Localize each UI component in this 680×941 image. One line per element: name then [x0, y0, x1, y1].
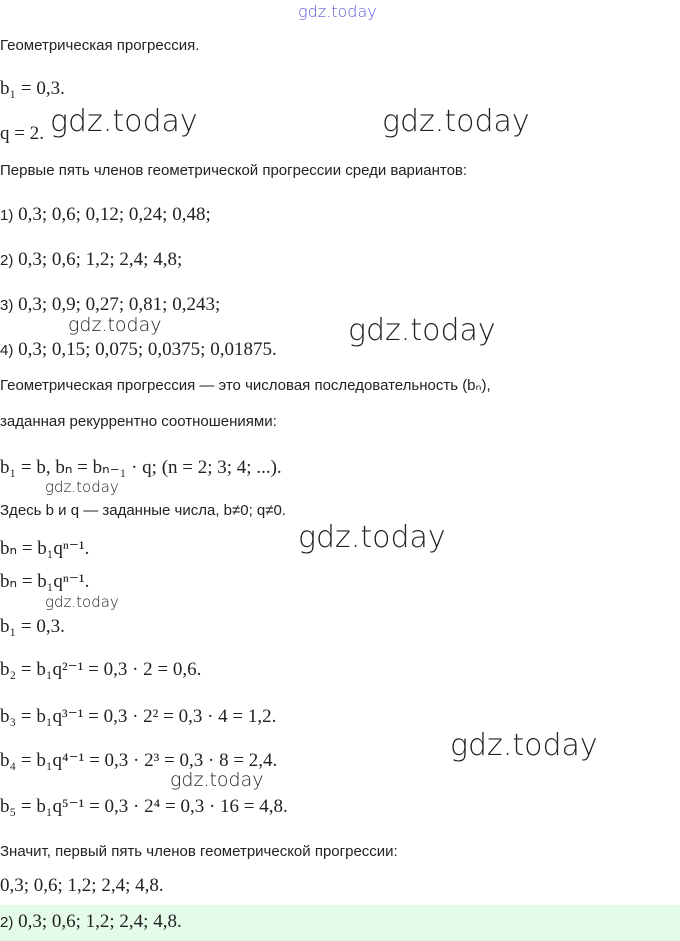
calc-b4: b₄ = b₁q⁴⁻¹ = 0,3 · 2³ = 0,3 · 8 = 2,4.: [0, 750, 278, 771]
header: Геометрическая прогрессия.: [0, 37, 200, 54]
watermark: gdz.today: [382, 104, 530, 139]
option-2: [0, 249, 182, 271]
sequence: 0,3; 0,6; 1,2; 2,4; 4,8.: [0, 875, 164, 896]
watermark: gdz.today: [298, 520, 446, 555]
answer: [0, 911, 182, 933]
prompt: Первые пять членов геометрической прогрессии среди вариантов:: [0, 162, 468, 179]
option-text: 0,3; 0,6; 0,12; 0,24; 0,48;: [18, 204, 211, 225]
given-q: q = 2.: [0, 123, 44, 144]
option-1: [0, 204, 211, 226]
option-4: [0, 339, 277, 361]
watermark: gdz.today: [45, 478, 119, 496]
definition-line-2: заданная рекуррентно соотношениями:: [0, 413, 277, 430]
answer-text: 0,3; 0,6; 1,2; 2,4; 4,8.: [18, 911, 182, 932]
given-b1: b₁ = 0,3.: [0, 78, 65, 99]
recurrence-formula: b₁ = b, bₙ = bₙ₋₁ · q; (n = 2; 3; 4; ...).: [0, 457, 282, 478]
calc-b1: b₁ = 0,3.: [0, 616, 65, 637]
here-note: Здесь b и q — заданные числа, b≠0; q≠0.: [0, 502, 287, 519]
option-text: 0,3; 0,6; 1,2; 2,4; 4,8;: [18, 249, 183, 270]
option-number: 3): [0, 297, 14, 314]
watermark: gdz.today: [450, 728, 598, 763]
option-text: 0,3; 0,9; 0,27; 0,81; 0,243;: [18, 294, 221, 315]
watermark: gdz.today: [50, 104, 198, 139]
conclusion: Значит, первый пять членов геометрической прогрессии:: [0, 843, 398, 860]
general-formula: bₙ = b₁qⁿ⁻¹.: [0, 571, 90, 592]
answer-number: 2): [0, 914, 14, 931]
option-text: 0,3; 0,15; 0,075; 0,0375; 0,01875.: [18, 339, 277, 360]
watermark: gdz.today: [170, 769, 264, 791]
option-3: [0, 294, 220, 316]
general-formula: bₙ = b₁qⁿ⁻¹.: [0, 538, 90, 559]
watermark: gdz.today: [45, 593, 119, 611]
calc-b2: b₂ = b₁q²⁻¹ = 0,3 · 2 = 0,6.: [0, 659, 202, 680]
calc-b3: b₃ = b₁q³⁻¹ = 0,3 · 2² = 0,3 · 4 = 1,2.: [0, 706, 277, 727]
calc-b5: b₅ = b₁q⁵⁻¹ = 0,3 · 2⁴ = 0,3 · 16 = 4,8.: [0, 796, 288, 817]
option-number: 1): [0, 207, 14, 224]
watermark: gdz.today: [348, 313, 496, 348]
watermark-top: gdz.today: [298, 2, 377, 21]
option-number: 2): [0, 252, 14, 269]
watermark: gdz.today: [68, 314, 162, 336]
definition-line-1: Геометрическая прогрессия — это числовая последовательность (bₙ),: [0, 377, 491, 394]
option-number: 4): [0, 342, 14, 359]
